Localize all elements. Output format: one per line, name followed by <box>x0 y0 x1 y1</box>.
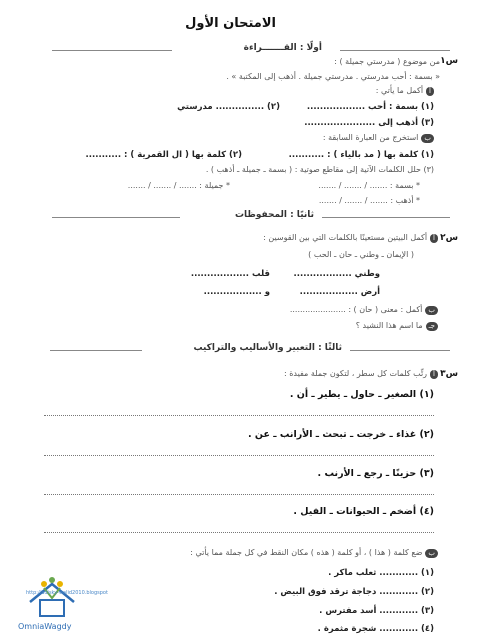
verse-part: أرض .................. <box>299 287 380 297</box>
question-number: س٣ <box>440 369 458 379</box>
part-a-title <box>376 86 434 96</box>
fill-item: (٢) ............ دجاجة ترقد فوق البيض . <box>274 587 434 597</box>
part-b-text: ضع كلمة ( هذا ) ، أو كلمة ( هذه ) مكان النقط في كل جملة مما يأتي : <box>190 548 423 557</box>
part-label: ب <box>425 306 438 315</box>
divider-line <box>50 350 142 351</box>
memorized-heading: ثانيًا : المحفوظات <box>234 210 314 220</box>
fill-item: (٢) ............... مدرستي <box>177 102 280 112</box>
divider-line <box>340 50 450 51</box>
arrange-item: (٤) أضخم ـ الحيوانات ـ الفيل . <box>293 506 434 517</box>
part-b-text: استخرج من العبارة السابقة : <box>322 133 419 142</box>
fill-item: (١) بسمة : أحب .................. <box>306 102 434 112</box>
part-a-text: أكمل ما يأتي : <box>375 86 424 95</box>
syllable-row: * جميلة : ....... / ....... / ....... <box>127 181 230 190</box>
fill-item: (٤) ............ شجرة مثمرة . <box>317 624 434 634</box>
fill-item: (٣) أذهب إلى ...................... <box>304 118 434 128</box>
part-label: أ <box>430 370 438 379</box>
question-number: س٢ <box>440 233 458 243</box>
part-label: ب <box>421 134 434 143</box>
syllable-row: * أذهب : ....... / ....... / ....... <box>318 196 420 205</box>
brand-logo <box>6 572 111 638</box>
fill-item: (١) ............ ثعلب ماكر . <box>328 568 434 578</box>
logo-name: OmniaWagdy <box>18 622 72 631</box>
word-bank: ( الإيمان ـ وطني ـ حان ـ الحب ) <box>308 250 414 259</box>
part-label: أ <box>430 234 438 243</box>
answer-line <box>44 532 434 533</box>
divider-line <box>350 350 450 351</box>
reading-heading: أولًا : القـــــــراءة <box>243 43 322 53</box>
part-a-title <box>263 233 438 243</box>
arrange-item: (١) الصغير ـ حاول ـ يطير ـ أن . <box>289 389 434 400</box>
answer-line <box>44 415 434 416</box>
answer-line <box>44 455 434 456</box>
part-b-title <box>290 305 438 315</box>
question-number: س١ <box>440 56 458 66</box>
divider-line <box>52 217 180 218</box>
syllable-row: * بسمة : ....... / ....... / ....... <box>318 181 420 190</box>
syllable-instruction: (٣) حلل الكلمات الآتية إلى مقاطع صوتية : ( بسمة ـ جميلة ـ أذهب ) . <box>205 165 434 174</box>
part-label: جـ <box>426 322 438 331</box>
part-b-title <box>190 548 438 558</box>
divider-line <box>322 217 450 218</box>
logo-icon <box>22 572 82 620</box>
verse-part: قلب .................. <box>190 269 270 279</box>
part-a-text: أكمل البيتين مستعينًا بالكلمات التي بين القوسين : <box>263 233 428 242</box>
part-label: ب <box>425 549 438 558</box>
part-c-title <box>356 321 438 331</box>
arrange-item: (٣) حزينًا ـ رجع ـ الأرنب . <box>317 468 434 479</box>
exam-title: الامتحان الأول <box>185 16 276 31</box>
reading-intro: من موضوع ( مدرستي جميلة ) : <box>334 57 440 66</box>
fill-item: (٣) ............ أسد مفترس . <box>319 606 434 616</box>
part-a-title <box>284 369 438 379</box>
part-b-title <box>323 133 434 143</box>
logo-url: http://adisky-walid2010.blogspot <box>26 590 108 596</box>
divider-line <box>52 50 172 51</box>
extract-item: (٢) كلمة بها ( ال القمرية ) : ........... <box>85 150 242 160</box>
extract-item: (١) كلمة بها ( مد بالياء ) : ........... <box>288 150 434 160</box>
arrange-item: (٢) غذاء ـ خرجت ـ تبحث ـ الأرانب ـ عن . <box>248 429 434 440</box>
verse-part: و .................. <box>203 287 270 297</box>
part-label: أ <box>426 87 434 96</box>
part-c-text: ما اسم هذا النشيد ؟ <box>355 321 423 330</box>
expression-heading: ثالثًا : التعبير والأساليب والتراكيب <box>193 343 342 353</box>
part-a-text: رتِّب كلمات كل سطر ، لتكون جملة مفيدة : <box>283 369 428 378</box>
part-b-text: أكمل : معنى ( حان ) : ...................... <box>289 305 423 314</box>
verse-part: وطني .................. <box>293 269 380 279</box>
answer-line <box>44 494 434 495</box>
reading-passage: « بسمة : أحب مدرستي . مدرستي جميلة . أذهب إلى المكتبة » . <box>226 72 440 81</box>
